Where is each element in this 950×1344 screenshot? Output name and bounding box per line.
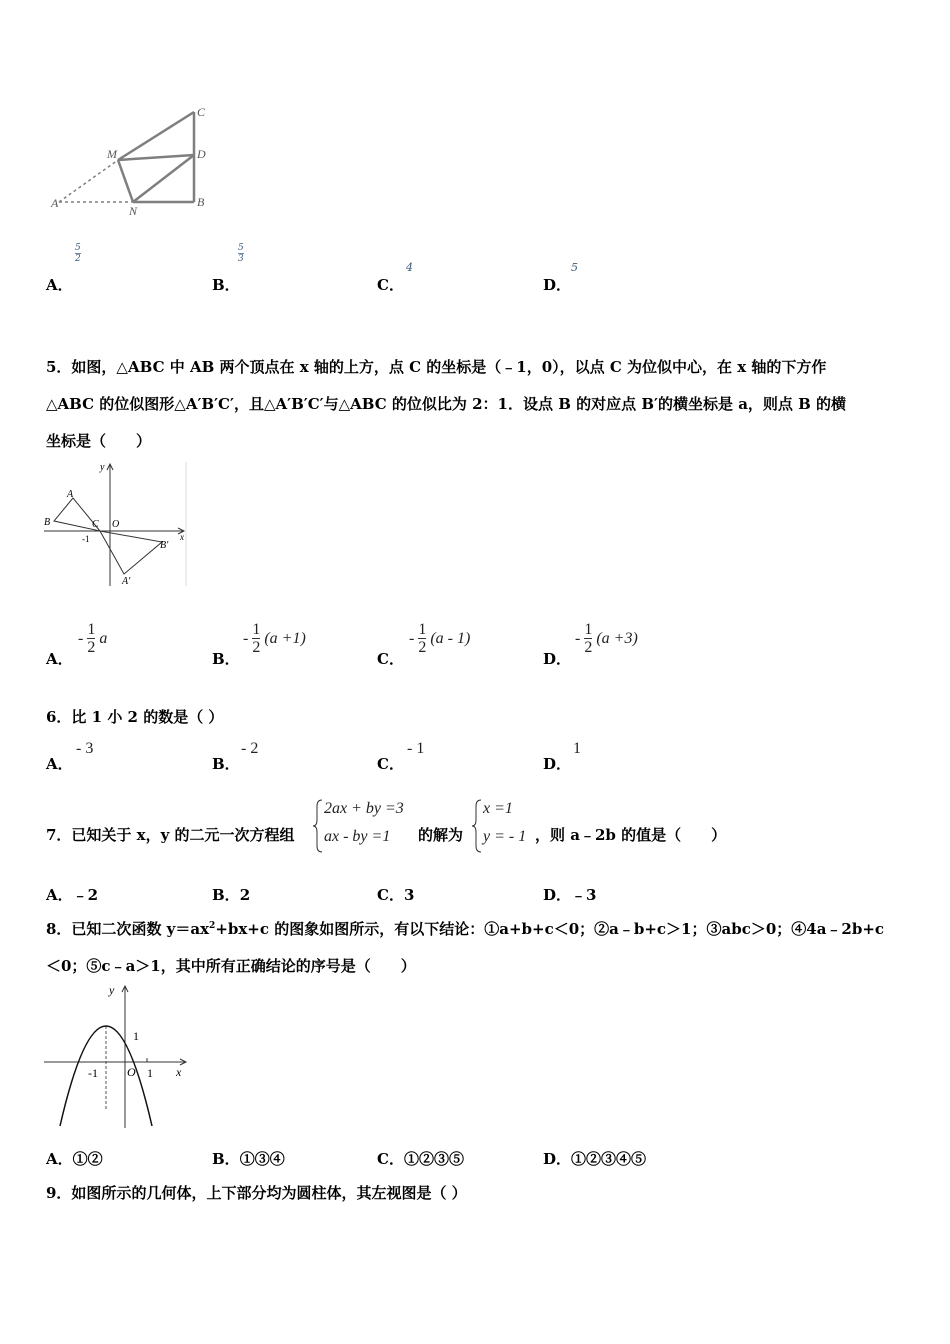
- option-value: ①③④: [239, 1150, 285, 1168]
- q5-label-y: y: [100, 462, 105, 473]
- option-letter: D．: [543, 886, 572, 904]
- option-letter: C．: [377, 1150, 404, 1168]
- q5-label-c: C: [92, 519, 99, 530]
- fraction-denominator: 2: [75, 254, 81, 264]
- q6-option-b: [212, 753, 240, 774]
- q4-option-b-value: [238, 243, 244, 264]
- q5-option-a: [46, 648, 73, 669]
- q4-option-c-value: 4: [406, 261, 413, 274]
- q5-label-o: O: [112, 519, 120, 530]
- option-letter: D．: [543, 276, 572, 294]
- q4-line-nd: [133, 155, 194, 202]
- fraction-numerator: 5: [238, 243, 244, 253]
- q6-option-a: [46, 753, 73, 774]
- q5-stem-line2: △ABC 的位似图形△A′B′C′，且△A′B′C′与△ABC 的位似比为 2：1．设点 B 的对应点 B′的横坐标是 a，则点 B 的横: [46, 395, 847, 413]
- option-letter: C．: [377, 276, 404, 294]
- q5-label-b: B: [44, 517, 51, 528]
- q5-option-b: [212, 648, 240, 669]
- q5-option-a-value: - $\frac{1}{2}$ a: [78, 621, 108, 656]
- option-letter: B．: [212, 650, 240, 668]
- option-letter: D．: [543, 755, 572, 773]
- q6-option-c-value: - 1: [407, 740, 425, 757]
- q7-stem-a: 7．已知关于 x，y 的二元一次方程组: [46, 826, 295, 844]
- q7-option-c: [377, 884, 414, 905]
- q6-option-b-value: - 2: [241, 740, 259, 757]
- q4-line-md: [118, 155, 194, 160]
- q4-label-n: N: [129, 204, 138, 218]
- q7-system-brace: [312, 798, 324, 854]
- option-letter: B．: [212, 276, 240, 294]
- q7-solution-eq1: x =1: [483, 800, 513, 817]
- option-value: 2: [239, 886, 251, 904]
- q4-option-d: [543, 274, 571, 295]
- q4-label-c: C: [197, 105, 206, 119]
- q4-option-c: [377, 274, 404, 295]
- option-letter: B．: [212, 755, 240, 773]
- option-letter: C．: [377, 650, 404, 668]
- q8-option-a: [46, 1148, 103, 1169]
- q4-label-a: A: [51, 196, 59, 210]
- q5-option-c-value: - $\frac{1}{2}$ (a - 1): [409, 621, 471, 656]
- q6-option-d: [543, 753, 571, 774]
- q5-stem-line1: 5．如图，△ABC 中 AB 两个顶点在 x 轴的上方，点 C 的坐标是（﹣1，0），以点 C 为位似中心，在 x 轴的下方作: [46, 358, 827, 376]
- q8-option-b: [212, 1148, 285, 1169]
- q4-label-m: M: [107, 147, 117, 161]
- q7-stem-b: 的解为: [418, 826, 464, 844]
- option-letter: A．: [46, 1150, 73, 1168]
- q5-label-a-prime: A′: [122, 576, 131, 587]
- q5-stem-line3: 坐标是（ ）: [46, 432, 152, 450]
- q6-stem: 6．比 1 小 2 的数是（ ）: [46, 708, 224, 726]
- option-value: ①②③④⑤: [571, 1150, 647, 1168]
- option-letter: B．: [212, 886, 240, 904]
- q8-label-o: O: [127, 1065, 136, 1079]
- q7-solution-eq2: y = - 1: [483, 828, 527, 845]
- option-letter: A．: [46, 755, 73, 773]
- q5-label-minus1: -1: [82, 534, 90, 544]
- q5-triangle-abc-prime: [100, 531, 162, 574]
- q5-figure: [40, 456, 190, 588]
- q4-line-mc: [118, 112, 194, 160]
- q5-option-d: [543, 648, 571, 669]
- q6-option-d-value: 1: [573, 740, 581, 757]
- option-value: ①②: [72, 1150, 103, 1168]
- q4-figure: [45, 100, 220, 220]
- q5-label-b-prime: B′: [160, 540, 169, 551]
- q4-option-b: [212, 274, 240, 295]
- q4-label-d: D: [197, 147, 206, 161]
- q8-label-x-1: 1: [147, 1066, 153, 1080]
- q7-system-eq2: ax - by =1: [324, 828, 391, 845]
- q5-option-d-value: - $\frac{1}{2}$ (a +3): [575, 621, 638, 656]
- q8-option-d: [543, 1148, 646, 1169]
- q4-line-am: [59, 160, 118, 202]
- fraction: $\frac{1}{2}$: [418, 621, 427, 656]
- option-value: ①②③⑤: [403, 1150, 464, 1168]
- q4-option-a: [46, 274, 73, 295]
- option-letter: D．: [543, 650, 572, 668]
- q8-figure: [40, 982, 192, 1132]
- option-letter: C．: [377, 886, 404, 904]
- q6-option-c: [377, 753, 404, 774]
- q4-label-b: B: [197, 195, 205, 209]
- q8-option-c: [377, 1148, 464, 1169]
- q7-solution-brace: [471, 798, 483, 854]
- q8-stem-line2: ＜0；⑤c﹣a＞1，其中所有正确结论的序号是（ ）: [46, 957, 416, 975]
- q7-option-b: [212, 884, 250, 905]
- q7-stem-c: ，则 a﹣2b 的值是（ ）: [535, 826, 727, 844]
- q8-label-minus1: -1: [88, 1066, 98, 1080]
- option-letter: A．: [46, 276, 73, 294]
- option-letter: B．: [212, 1150, 240, 1168]
- q7-option-d: [543, 884, 596, 905]
- q6-option-a-value: - 3: [76, 740, 94, 757]
- q5-option-b-value: - $\frac{1}{2}$ (a +1): [243, 621, 306, 656]
- option-value: ﹣3: [571, 886, 597, 904]
- q7-option-a: [46, 884, 98, 905]
- q8-label-x: x: [176, 1065, 182, 1079]
- q8-label-y: y: [109, 983, 115, 997]
- option-letter: A．: [46, 886, 73, 904]
- option-letter: D．: [543, 1150, 572, 1168]
- q4-option-a-value: [75, 243, 81, 264]
- fraction-numerator: 5: [75, 243, 81, 253]
- q7-system-eq1: 2ax + by =3: [324, 800, 404, 817]
- option-value: ﹣2: [72, 886, 99, 904]
- q5-label-x: x: [180, 532, 184, 542]
- q5-label-a: A: [67, 489, 74, 500]
- fraction: $\frac{1}{2}$: [252, 621, 261, 656]
- option-letter: A．: [46, 650, 73, 668]
- q8-stem-line1: 8．已知二次函数 $y=ax^2+bx+c$ 的图象如图所示，有以下结论：①a+b+c＜0；②a﹣b+c＞1；③abc＞0；④4a﹣2b+c: [46, 920, 885, 938]
- q4-line-mn: [118, 160, 133, 202]
- q4-option-d-value: 5: [571, 261, 578, 274]
- q5-option-c: [377, 648, 404, 669]
- fraction: $\frac{1}{2}$: [87, 621, 96, 656]
- option-value: 3: [403, 886, 415, 904]
- option-letter: C．: [377, 755, 404, 773]
- fraction: $\frac{1}{2}$: [584, 621, 593, 656]
- q8-label-y-1: 1: [133, 1029, 139, 1043]
- q9-stem: 9．如图所示的几何体，上下部分均为圆柱体，其左视图是（ ）: [46, 1184, 467, 1202]
- fraction-denominator: 3: [238, 254, 244, 264]
